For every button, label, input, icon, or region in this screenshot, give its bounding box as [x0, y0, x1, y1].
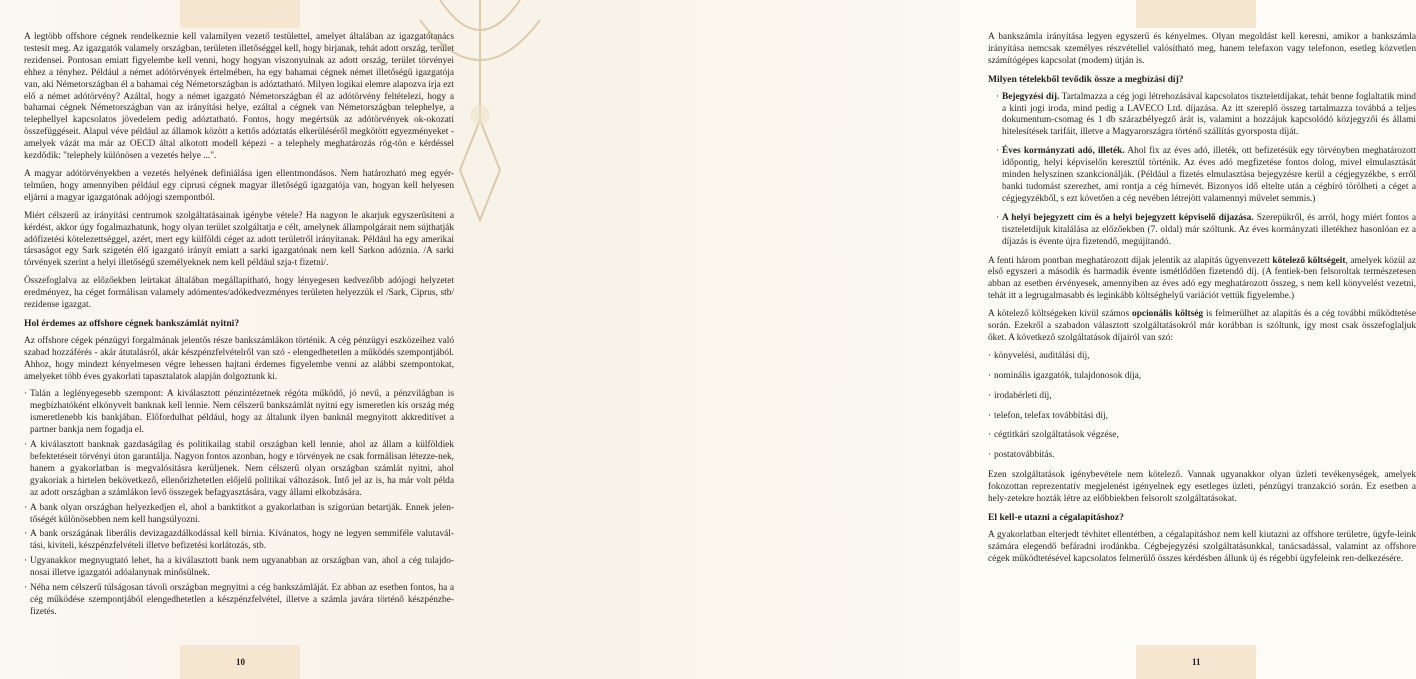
- paragraph: [988, 309, 1416, 345]
- page-right: [480, 0, 1416, 679]
- section-heading: El kell-e utazni a cégalapításhoz?: [988, 512, 1124, 523]
- top-tab-decoration: [180, 0, 300, 28]
- list-item: · Talán a leglényegesebb szempont: A kiválasztott pénzintézetnek régóta működő, jó nevű, a pénzvilágban is megbízhatóként elkönyvelt banknak kell lennie. Nem célszerű bankszámlát nyitni egy ismeretlen kis ország még ismeretlenebb kis bankjában. Előfordulhat például, hogy az általunk ilyen banknál megnyitott akkreditívet a partner bankja nem fogadja el.: [24, 389, 454, 437]
- list-item: · A bank országának liberális devizagazdálkodással kell bírnia. Kívánatos, hogy ne legyen semmiféle valutavál-tási, kiviteli, készpénzfelvételi illetve befizetési korlátozás, stb.: [24, 529, 454, 553]
- list-item: · A kiválasztott banknak gazdaságilag és politikailag stabil országban kell lennie, ahol az állam a külföldiek befektetéseit törvényi úton garantálja. Nagyon fontos azonban, hogy e törvények ne csak formálisan létezze-nek, hanem a gyakorlatban is megvalósításra kerüljenek. Nem célszerű olyan országban számlát nyitni, ahol gyakoriak a hirtelen bekövetkező, ellenőrizhetetlen előjelű politikai változások. Intő jel az is, ha már volt példa az adott országban a számlákon levő összegek befagyasztására, vagy állami elkobzására.: [24, 440, 454, 500]
- fee-text: Tartalmazza a cég jogi létrehozásával kapcsolatos tiszteletdíjakat, tehát benne foglaltatik mind a kinti jogi iroda, mind pedig a LAVECO Ltd. díjazása. Az itt szereplő összeg tartalmazza továbbá a teljes dokumentum-csomag és 1 db szárazbélyegző árát is, valamint a hozzájuk kapcsolódó közjegyzői és állami hitelesítések tarifáit, illetve a Magyarországra történő szállítás gyorsposta díját.: [1002, 91, 1416, 138]
- right-column: [988, 32, 1416, 572]
- fee-list: [988, 92, 1416, 249]
- list-item: · cégtitkári szolgáltatások végzése,: [988, 430, 1416, 442]
- text-span: , amelyek közül az első egyszeri a második és harmadik évente ismétlődően fizetendő díj. (A fentiek-ben felsoroltak természetesen abban az esetben érvényesek, amennyiben az éves adó egy meghatározott összeg, s nem kell könyvelést vezetni, tehát itt a legrugalmasabb és leginkább költséghelyű variációt vettük figyelembe.): [988, 255, 1416, 302]
- fee-text: Szerepükről, és arról, hogy miért fontos a tiszteletdíjuk kitalálása az előzőekben (7. oldal) már szóltunk. Az éves kormányzati illetékhez hasonlóan ez a díjazás is évente újra fizetendő, megújítandó.: [1002, 212, 1416, 247]
- paragraph: Ezen szolgáltatások igénybevétele nem kötelező. Vannak ugyanakkor olyan üzleti tevékenységek, amelyek fokozottan reprezentatív megjelenést igényelnek egy esetleges üzleti, pénzügyi tranzakció során. Ez esetben a hely-zetekre hozták létre az előbbiekben felsorolt szolgáltatásokat.: [988, 470, 1416, 505]
- list-item: · irodabérleti díj,: [988, 391, 1416, 403]
- list-item: · Néha nem célszerű túlságosan távoli országban megnyitni a cég bankszámláját. Ez abban az esetben fontos, ha a cég működése szempontjából elengedhetetlen a készpénzfelvétel, illetve a számla javára történő készpénzbe-fizetés.: [24, 583, 454, 619]
- page-left: [0, 0, 480, 679]
- page-number: 10: [236, 657, 245, 667]
- list-item: · postatovábbítás.: [988, 450, 1416, 462]
- list-item: · könyvelési, auditálási díj,: [988, 351, 1416, 363]
- list-item: [996, 213, 1416, 249]
- text-span: A kötelező költségeken kívül számos: [988, 309, 1133, 320]
- bullet-list: [24, 389, 454, 618]
- list-item: [996, 92, 1416, 140]
- list-item: · telefon, telefax továbbítási díj,: [988, 411, 1416, 423]
- service-list: [988, 351, 1416, 462]
- paragraph: A bankszámla irányítása legyen egyszerű és kényelmes. Olyan megoldást kell keresni, amikor a bankszámla irányítása nemcsak személyes részvétellel valósítható meg, hanem telefaxon vagy telefonon, esetleg közvetlen számítógépes kapcsolat (modem) útján is.: [988, 32, 1416, 66]
- text-span: A fenti három pontban meghatározott díjak jelentik az alapítás ügyenvezett: [988, 255, 1273, 266]
- page-number: 11: [1192, 657, 1201, 667]
- paragraph: A magyar adótörvényekben a vezetés helyének definiálása igen ellentmondásos. Nem határozható meg egyér-telműen, hogy amennyiben például egy ciprusi cégnek magyar illetőségű igazgatója van, hogyan kell helyesen eljárni a magyar igazgatónak adójogi szempontból.: [24, 168, 454, 203]
- paragraph: Miért célszerű az irányítási centrumok szolgáltatásainak igénybe vétele? Ha nagyon le akarjuk egyszerűsíteni a kérdést, akkor úgy fogalmazhatunk, hogy olyan terület szolgáltatja e célt, amelynek állampolgárait nem sújthatják adófizetési kötelezettséggel, azért, mert egy külföldi céget az adott területről irányítanak. Például ha egy amerikai társaságot egy Sark szigetén élő igazgató irányít emiatt a sarki igazgatónak nem kell Sarkon adóznia. /A sarki törvények szerint a helyi illetőségű személyeknek nem kell például szja-t fizetni/.: [24, 210, 454, 269]
- text-span: is felmerülhet az alapítás és a cég további működtetése során. Ezekről a szabadon választott szolgáltatásokról már korábban is szóltunk, így most csak összefoglaljuk őket. A következő szolgáltatások díjairól van szó:: [988, 309, 1416, 343]
- paragraph: A legtöbb offshore cégnek rendelkeznie kell valamilyen vezető testülettel, amelyet általában az igazgatótanács testesít meg. Az igazgatók valamely országban, területen illetőséggel kell, hogy birjanak, tehát adott ország, terület rezidensei. Pontosan emiatt figyelembe kell venni, hogy hogyan viszonyulnak az adott ország, terület törvényei ehhez a tényhez. Például a német adótörvények értelmében, ha egy bahamai cégnek német illetőségű igazgatója van, aki Németországban él a bahamai cég Németországban is adóztatható. Milyen logikai elemre alapozva írja ezt elő a német adótörvény? Azáltal, hogy a német igazgató Németországban él az adótörvény feltételezi, hogy a bahamai cégnek Németországban van az irányítási helye, ezáltal a cégnek van Németországban telephelye, a telephellyel kapcsolatos jövedelem pedig adóztatható. Fontos, hogy megértsük az adótörvények ok-okozati összefüggéseit. Alapul véve például az államok között a kettős adóztatás elkerüléséről megkötött egyezményeket - amelyek vázát ma már az OECD által alkotott modell képezi - a telephely meghatározás rög-tön e kérdéssel kezdődik: "telephely különösen a vezetés helye ...".: [24, 32, 454, 162]
- bold-span: kötelező költségeit: [1272, 255, 1346, 266]
- fee-title: Éves kormányzati adó, illeték.: [1002, 146, 1125, 157]
- section-heading: Milyen tételekből tevődik össze a megbízási díj?: [988, 73, 1184, 85]
- left-column: [24, 32, 454, 625]
- fee-text: Ahol fix az éves adó, illeték, ott befizetésük egy törvényben meghatározott időpontig, helyi képviselőn keresztül történik. Az éves adó megfizetése fontos dolog, mivel elmulasztását minden helyszínen szankcionálják. (Például a fizetés elmulasztása bejegyzésre kerül a cégjegyzékbe, s erről banki tudomást szerezhet, ami rontja a cég hírnevét. Bizonyos idő eltelte után a cégbíró törölheti a céget a cégjegyzékből, s ezt követően a cég nevében létrejött valamennyi művelet semmis.): [1002, 146, 1416, 204]
- paragraph: A gyakorlatban elterjedt tévhitet ellentétben, a cégalapításhoz nem kell kiutazni az offshore területre, ügyfe-leink számára elegendő befáradni irodánkba. Cégbejegyzési szolgáltatásunkkal, tanácsadással, valamint az offshore cégek működtetésével kapcsolatos felmerülő összes kérdésben állunk új és régebbi ügyfeleink ren-delkezésére.: [988, 529, 1416, 564]
- list-item: [996, 146, 1416, 206]
- paragraph: Összefoglalva az előzőekben leírtakat általában megállapítható, hogy lényegesen kedvezőbb adójogi helyzetet eredményez, ha céget formálisan valamely adómentes/adókedvezményes területen helyezzük el /Sark, Ciprus, stb/ rezidense igazgat.: [24, 276, 454, 311]
- list-item: · A bank olyan országban helyezkedjen el, ahol a banktitkot a gyakorlatban is szigorúan betartják. Ennek jelen-tőségét különösebben nem kell hangsúlyozni.: [24, 503, 454, 527]
- top-tab-decoration: [1136, 0, 1256, 28]
- paragraph: [988, 256, 1416, 304]
- bold-span: opcionális költség: [1132, 309, 1204, 320]
- list-item: · Ugyanakkor megnyugtató lehet, ha a kiválasztott bank nem ugyanabban az országban van, ahol a cég tulajdo-nosai illetve igazgatói adóalanynak minősülnek.: [24, 556, 454, 580]
- fee-title: Bejegyzési díj.: [1002, 91, 1060, 102]
- list-item: · nominális igazgatók, tulajdonosok díja,: [988, 371, 1416, 383]
- section-heading: Hol érdemes az offshore cégnek bankszámlát nyitni?: [24, 317, 240, 329]
- fee-title: A helyi bejegyzett cím és a helyi bejegyzett képviselő díjazása.: [1002, 212, 1254, 223]
- paragraph: Az offshore cégek pénzügyi forgalmának jelentős része bankszámlákon történik. A cég pénzügyi eszközeihez való szabad hozzáférés - akár átutalásról, akár készpénzfelvételről van szó - elengedhetetlen a működés szempontjából. Ahhoz, hogy mindezt kényelmesen végre lehessen hajtani érdemes figyelembe venni az alábbi szempontokat, amelyeket több éves gyakorlati tapasztalatok alapján dolgoztunk ki.: [24, 335, 454, 382]
